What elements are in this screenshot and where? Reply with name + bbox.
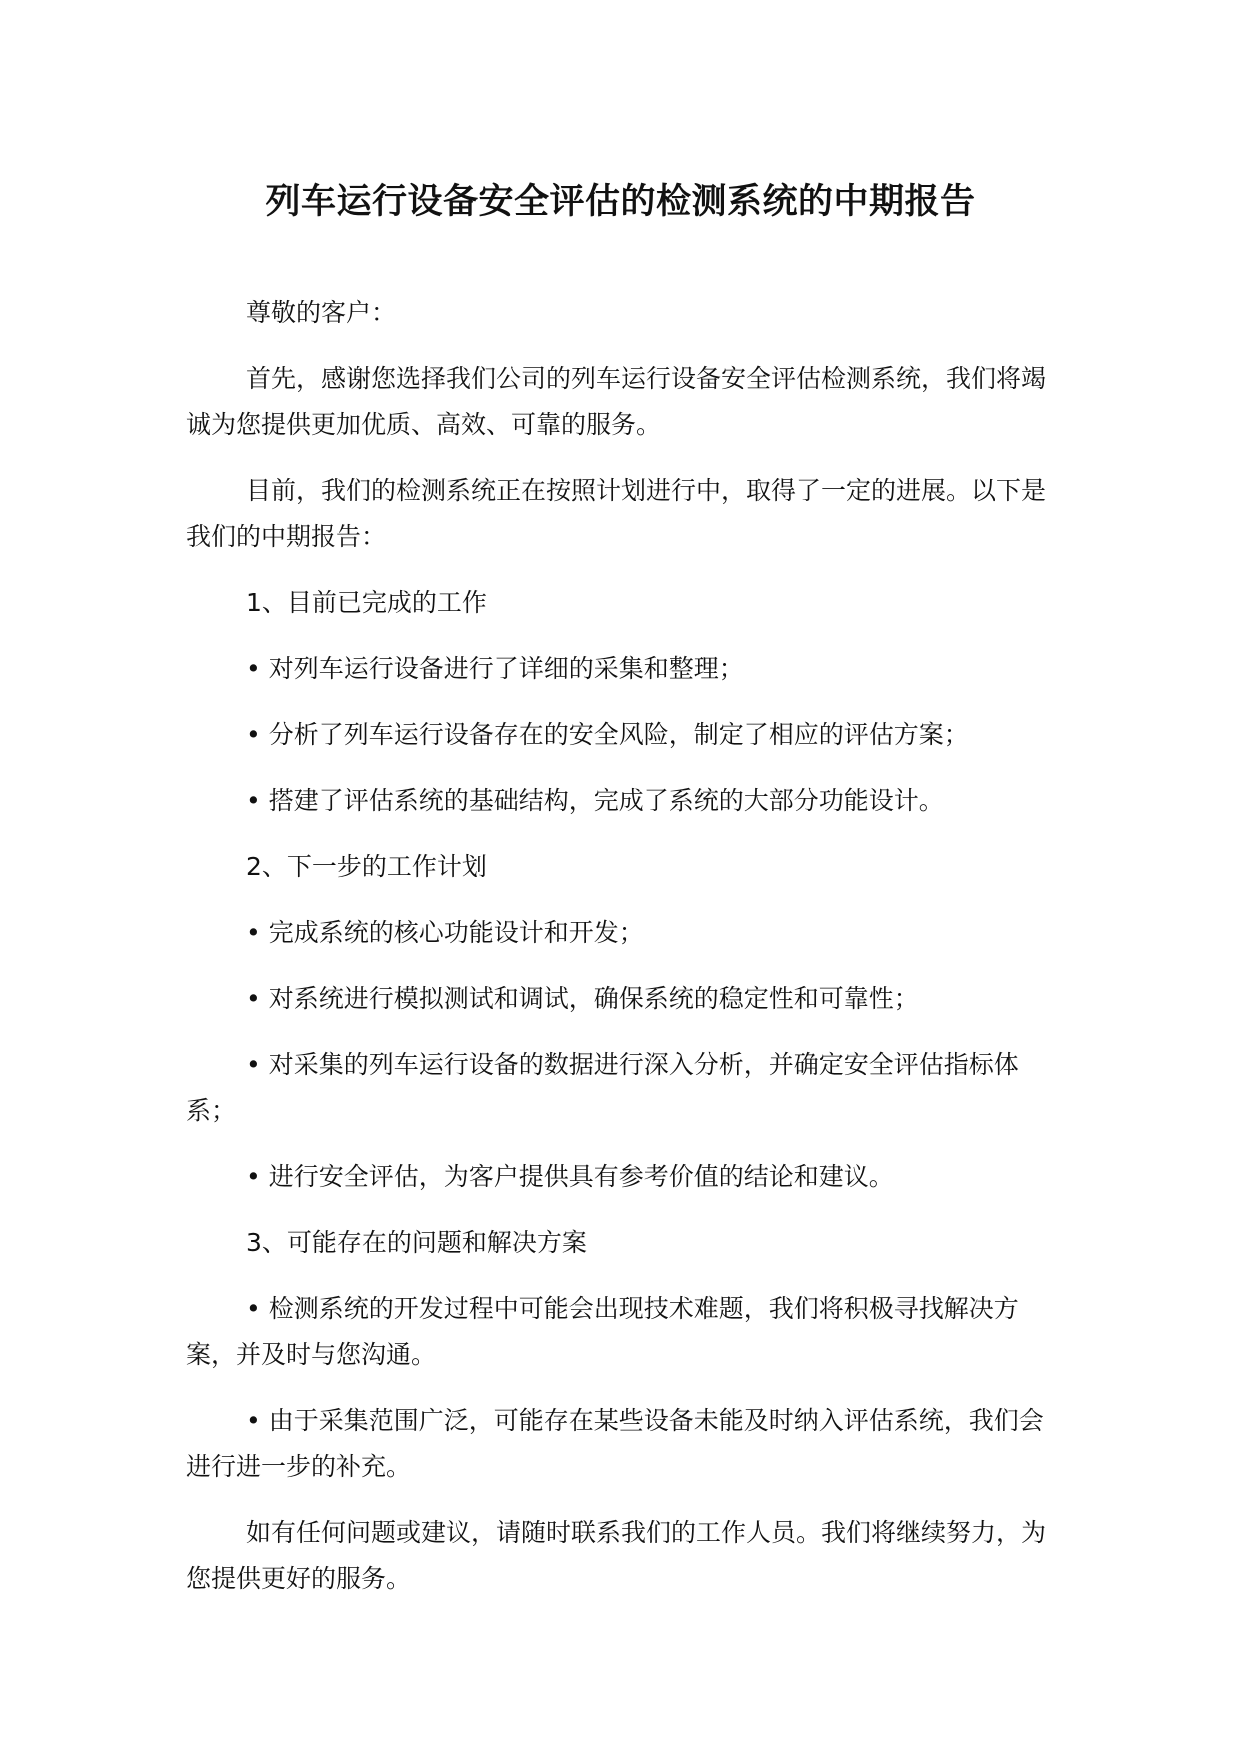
bullet-item: • 完成系统的核心功能设计和开发； <box>246 918 644 947</box>
bullet-item: • 搭建了评估系统的基础结构，完成了系统的大部分功能设计。 <box>246 786 944 815</box>
section-heading-completed: 1、目前已完成的工作 <box>246 588 487 617</box>
bullet-item: • 检测系统的开发过程中可能会出现技术难题，我们将积极寻找解决方案，并及时与您沟通。 <box>186 1294 1019 1369</box>
bullet-item: • 分析了列车运行设备存在的安全风险，制定了相应的评估方案； <box>246 720 969 749</box>
section-heading-issues: 3、可能存在的问题和解决方案 <box>246 1228 587 1257</box>
document-title: 列车运行设备安全评估的检测系统的中期报告 <box>265 182 976 222</box>
bullet-item: • 对采集的列车运行设备的数据进行深入分析，并确定安全评估指标体系； <box>186 1050 1019 1125</box>
document-body <box>186 290 1056 1622</box>
closing-paragraph: 如有任何问题或建议，请随时联系我们的工作人员。我们将继续努力，为您提供更好的服务。 <box>186 1518 1047 1593</box>
salutation: 尊敬的客户： <box>246 298 397 327</box>
progress-paragraph: 目前，我们的检测系统正在按照计划进行中，取得了一定的进展。以下是我们的中期报告： <box>186 476 1047 551</box>
intro-paragraph: 首先，感谢您选择我们公司的列车运行设备安全评估检测系统，我们将竭诚为您提供更加优质、高效、可靠的服务。 <box>186 364 1047 439</box>
bullet-item: • 由于采集范围广泛，可能存在某些设备未能及时纳入评估系统，我们会进行进一步的补充。 <box>186 1406 1044 1481</box>
bullet-item: • 对系统进行模拟测试和调试，确保系统的稳定性和可靠性； <box>246 984 919 1013</box>
bullet-item: • 对列车运行设备进行了详细的采集和整理； <box>246 654 744 683</box>
section-heading-next-plan: 2、下一步的工作计划 <box>246 852 487 881</box>
bullet-item: • 进行安全评估，为客户提供具有参考价值的结论和建议。 <box>246 1162 894 1191</box>
